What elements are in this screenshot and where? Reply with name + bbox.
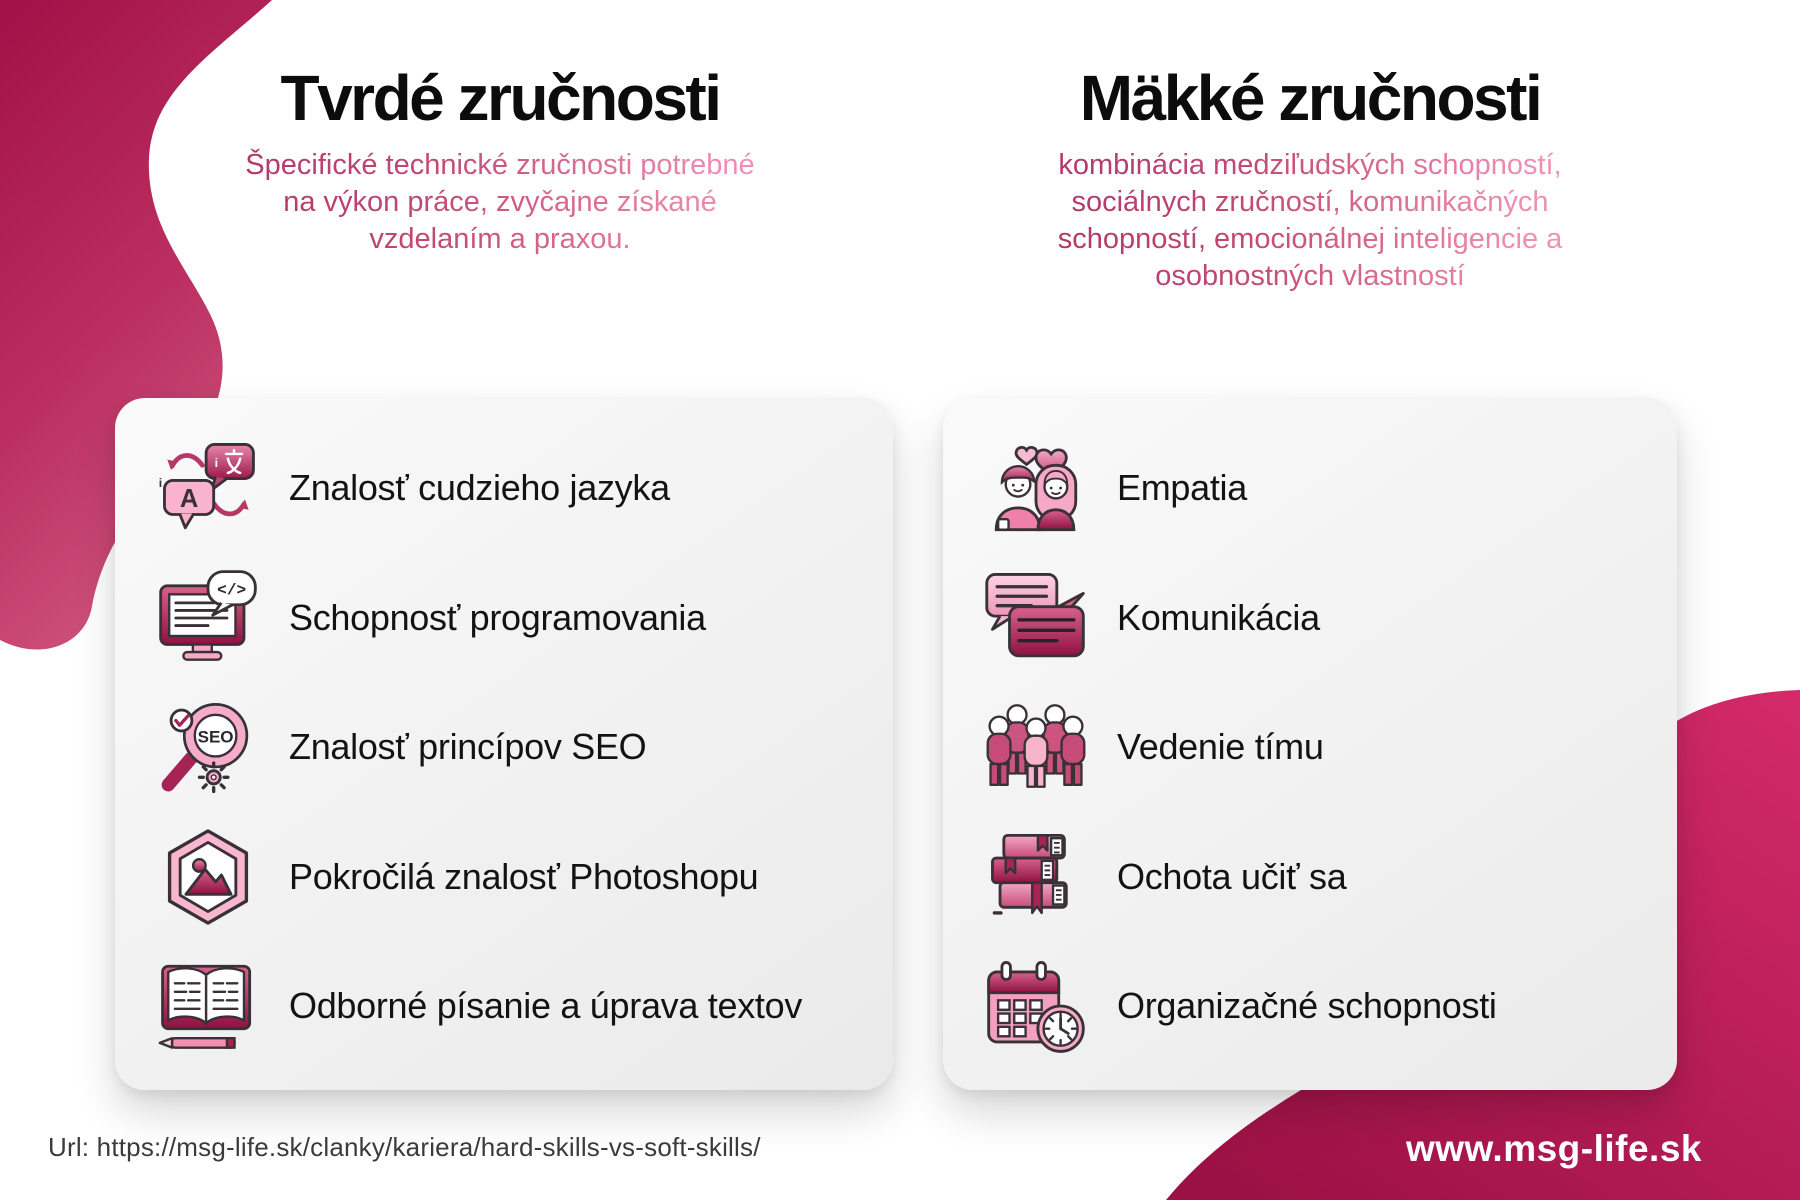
website-brand: www.msg-life.sk bbox=[1405, 1128, 1702, 1169]
calendar-clock-icon bbox=[973, 958, 1099, 1054]
list-item bbox=[973, 958, 1649, 1054]
svg-text:i: i bbox=[158, 476, 163, 491]
list-item bbox=[145, 440, 865, 536]
empathy-people-icon bbox=[973, 440, 1099, 536]
books-stack-icon bbox=[973, 829, 1099, 925]
soft-skills-header bbox=[943, 64, 1677, 295]
book-pencil-icon bbox=[145, 958, 271, 1054]
list-item-label: Ochota učiť sa bbox=[1117, 855, 1347, 897]
list-item bbox=[145, 829, 865, 925]
list-item-label: Komunikácia bbox=[1117, 596, 1320, 638]
list-item bbox=[145, 570, 865, 666]
list-item bbox=[973, 699, 1649, 795]
list-item-label: Vedenie tímu bbox=[1117, 726, 1324, 767]
svg-text:</>: </> bbox=[217, 580, 247, 599]
code-monitor-icon bbox=[145, 570, 271, 666]
seo-magnifier-icon bbox=[145, 699, 271, 795]
list-item-label: Organizačné schopnosti bbox=[1117, 985, 1497, 1026]
svg-text:A: A bbox=[179, 484, 199, 513]
list-item bbox=[145, 699, 865, 795]
list-item-label: Znalosť cudzieho jazyka bbox=[289, 467, 670, 508]
list-item-label: Znalosť princípov SEO bbox=[289, 726, 647, 767]
list-item bbox=[145, 958, 865, 1054]
source-url: Url: https://msg-life.sk/clanky/kariera/hard-skills-vs-soft-skills/ bbox=[48, 1132, 761, 1162]
list-item-label: Pokročilá znalosť Photoshopu bbox=[289, 855, 759, 897]
image-badge-icon bbox=[145, 829, 271, 925]
translate-icon bbox=[145, 440, 271, 536]
team-icon bbox=[973, 699, 1099, 795]
svg-text:SEO: SEO bbox=[197, 727, 234, 747]
list-item bbox=[973, 829, 1649, 925]
soft-skills-card bbox=[943, 398, 1677, 1090]
list-item bbox=[973, 570, 1649, 666]
svg-text:i: i bbox=[214, 456, 219, 471]
list-item-label: Empatia bbox=[1117, 467, 1247, 508]
hard-skills-title: Tvrdé zručnosti bbox=[280, 62, 720, 134]
list-item-label: Schopnosť programovania bbox=[289, 596, 706, 638]
soft-skills-subtitle: kombinácia medziľudských schopností, sociálnych zručností, komunikačných schopností, emocionálnej inteligencie a osobnostných vlastností bbox=[943, 147, 1677, 295]
list-item-label: Odborné písanie a úprava textov bbox=[289, 985, 803, 1026]
soft-skills-title: Mäkké zručnosti bbox=[1079, 62, 1541, 134]
hard-skills-subtitle: Špecifické technické zručnosti potrebné na výkon práce, zvyčajne získané vzdelaním a praxou. bbox=[105, 147, 895, 258]
hard-skills-header bbox=[105, 64, 895, 258]
list-item bbox=[973, 440, 1649, 536]
hard-skills-card bbox=[115, 398, 893, 1090]
chat-bubbles-icon bbox=[973, 570, 1099, 666]
